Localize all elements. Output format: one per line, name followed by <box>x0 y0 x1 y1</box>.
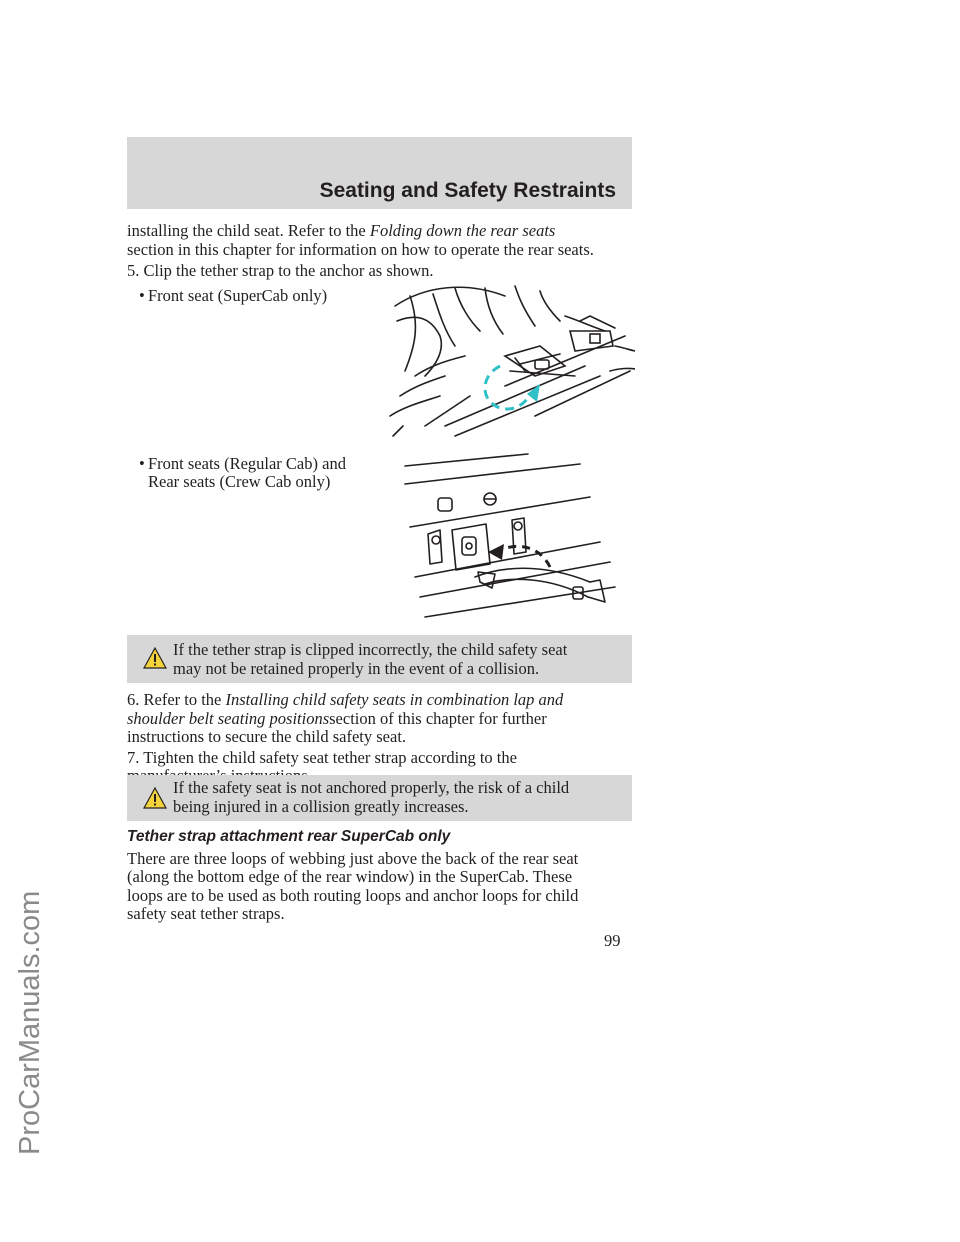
page-number: 99 <box>604 931 621 950</box>
step-6-line-1 <box>127 691 563 709</box>
bullet-dot-icon: • <box>139 454 145 473</box>
header-band <box>127 137 632 209</box>
step-5: 5. Clip the tether strap to the anchor as shown. <box>127 261 434 280</box>
bullet-regular-line-1: Front seats (Regular Cab) and <box>148 454 346 473</box>
section-title: Seating and Safety Restraints <box>319 179 616 202</box>
tether-line-3: loops are to be used as both routing loops and anchor loops for child <box>127 886 579 905</box>
intro-line-1 <box>127 222 555 240</box>
warning-triangle-icon <box>143 647 167 669</box>
bullet-dot-icon: • <box>139 286 145 305</box>
warning-triangle-icon <box>143 787 167 809</box>
bullet-supercab <box>139 287 327 305</box>
tether-line-1: There are three loops of webbing just above the back of the rear seat <box>127 849 579 868</box>
regular-crew-anchor-illustration <box>400 452 635 622</box>
watermark: ProCarManuals.com <box>14 890 46 1155</box>
warning-box-clip <box>127 635 632 683</box>
step-6-line-2 <box>127 710 547 728</box>
intro-line-2: section in this chapter for information on how to operate the rear seats. <box>127 240 594 259</box>
warning-box-anchor <box>127 775 632 821</box>
tether-line-4: safety seat tether straps. <box>127 904 285 923</box>
tether-line-2: (along the bottom edge of the rear window) in the SuperCab. These <box>127 867 573 886</box>
warning-1-line-2: may not be retained properly in the event of a collision. <box>173 659 540 678</box>
step-6-line-3: instructions to secure the child safety seat. <box>127 727 407 746</box>
warning-2-line-2: being injured in a collision greatly increases. <box>173 797 469 816</box>
tether-section-heading: Tether strap attachment rear SuperCab only <box>127 828 451 845</box>
seating-positions-reference: shoulder belt seating positions <box>127 709 330 728</box>
bullet-regular-crew <box>139 455 346 491</box>
installing-child-seats-reference: Installing child safety seats in combination lap and <box>225 690 564 709</box>
warning-2-line-1: If the safety seat is not anchored properly, the risk of a child <box>173 778 570 797</box>
supercab-anchor-illustration <box>385 276 635 446</box>
bullet-supercab-text: Front seat (SuperCab only) <box>148 286 328 305</box>
step-6-prefix: 6. Refer to the <box>127 690 226 709</box>
bullet-regular-line-2: Rear seats (Crew Cab only) <box>148 472 331 491</box>
intro-line-1-text: installing the child seat. Refer to the <box>127 221 370 240</box>
warning-1-line-1: If the tether strap is clipped incorrectly, the child safety seat <box>173 640 568 659</box>
step-7-line-1: 7. Tighten the child safety seat tether strap according to the <box>127 748 517 767</box>
step-6-suffix: section of this chapter for further <box>329 709 547 728</box>
folding-rear-seats-reference: Folding down the rear seats <box>369 221 556 240</box>
